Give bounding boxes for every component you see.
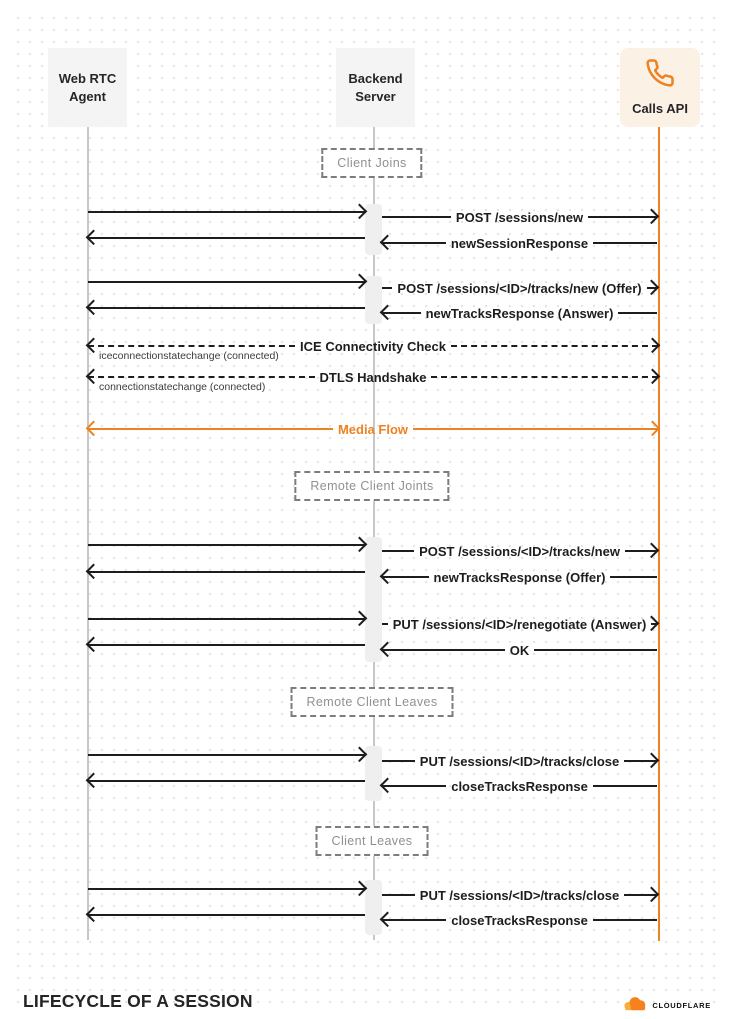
message-label: PUT /sessions/<ID>/renegotiate (Answer)	[392, 616, 647, 632]
message-label: newSessionResponse	[450, 235, 589, 251]
message-arrow	[382, 642, 657, 658]
section-label: Remote Client Leaves	[291, 687, 454, 717]
message-arrow	[382, 778, 657, 794]
message-line	[88, 300, 365, 316]
message-arrow	[382, 543, 657, 559]
message-arrow	[382, 305, 657, 321]
message-arrow	[382, 753, 657, 769]
section-label: Client Leaves	[316, 826, 429, 856]
actor-label: Server	[355, 88, 396, 104]
message-label: closeTracksResponse	[451, 778, 588, 794]
message-label: newTracksResponse (Answer)	[425, 305, 614, 321]
arrowhead-left-icon	[380, 305, 396, 321]
message-line	[88, 881, 365, 897]
arrowhead-right-icon	[352, 537, 368, 553]
lifeline-webrtc-agent	[87, 127, 89, 940]
arrowhead-right-icon	[644, 753, 660, 769]
state-change-annotation: iceconnectionstatechange (connected)	[99, 350, 279, 362]
state-change-annotation: connectionstatechange (connected)	[99, 381, 266, 393]
cloudflare-wordmark: CLOUDFLARE	[652, 1000, 711, 1010]
arrowhead-left-icon	[86, 421, 102, 437]
message-arrow	[382, 569, 657, 585]
arrowhead-right-icon	[352, 274, 368, 290]
activation-bar	[365, 204, 382, 255]
message-label: POST /sessions/<ID>/tracks/new (Offer)	[397, 280, 642, 296]
message-line	[88, 564, 365, 580]
arrowhead-left-icon	[380, 912, 396, 928]
diagram-card	[8, 8, 724, 1011]
arrowhead-right-icon	[645, 369, 661, 385]
arrowhead-left-icon	[86, 637, 102, 653]
section-label: Client Joins	[321, 148, 422, 178]
arrowhead-left-icon	[380, 642, 396, 658]
message-line	[88, 274, 365, 290]
arrowhead-left-icon	[86, 564, 102, 580]
actor-webrtc-agent	[48, 48, 127, 127]
arrowhead-right-icon	[645, 421, 661, 437]
activation-bar	[365, 276, 382, 324]
message-arrow	[382, 887, 657, 903]
arrowhead-left-icon	[380, 569, 396, 585]
cloudflare-cloud-icon	[622, 994, 649, 1016]
actor-label: Agent	[69, 88, 106, 104]
actor-label: Calls API	[632, 100, 688, 116]
arrowhead-right-icon	[352, 611, 368, 627]
message-label: POST /sessions/<ID>/tracks/new	[419, 543, 620, 559]
message-arrow	[382, 280, 657, 296]
section-label: Remote Client Joints	[294, 471, 449, 501]
message-line	[88, 230, 365, 246]
message-arrow	[382, 912, 657, 928]
message-line	[88, 611, 365, 627]
message-label: Media Flow	[337, 421, 409, 437]
arrowhead-left-icon	[86, 773, 102, 789]
activation-bar	[365, 537, 382, 662]
cloudflare-logo	[622, 994, 711, 1016]
arrowhead-left-icon	[380, 778, 396, 794]
message-label: POST /sessions/new	[455, 209, 584, 225]
message-arrow	[382, 235, 657, 251]
message-line	[88, 907, 365, 923]
arrowhead-right-icon	[645, 338, 661, 354]
diagram-title: LIFECYCLE OF A SESSION	[23, 991, 253, 1011]
arrowhead-right-icon	[352, 747, 368, 763]
message-arrow	[88, 369, 658, 393]
actor-label: Backend	[348, 70, 403, 86]
arrowhead-right-icon	[644, 887, 660, 903]
actor-calls-api	[620, 48, 700, 127]
message-arrow	[382, 209, 657, 225]
message-arrow	[88, 421, 658, 437]
message-line	[88, 204, 365, 220]
lifeline-calls-api	[658, 127, 660, 941]
arrowhead-left-icon	[380, 235, 396, 251]
activation-bar	[365, 880, 382, 935]
arrowhead-left-icon	[86, 907, 102, 923]
message-label: newTracksResponse (Offer)	[433, 569, 606, 585]
message-line	[88, 637, 365, 653]
arrowhead-left-icon	[86, 230, 102, 246]
message-arrow	[382, 616, 657, 632]
message-label: PUT /sessions/<ID>/tracks/close	[419, 753, 620, 769]
arrowhead-right-icon	[644, 209, 660, 225]
message-label: ICE Connectivity Check	[300, 338, 446, 354]
arrowhead-right-icon	[644, 543, 660, 559]
arrowhead-right-icon	[352, 881, 368, 897]
message-label: OK	[509, 642, 530, 658]
message-arrow	[88, 338, 658, 362]
arrowhead-right-icon	[352, 204, 368, 220]
actor-backend-server	[336, 48, 415, 127]
message-line	[88, 537, 365, 553]
message-label: PUT /sessions/<ID>/tracks/close	[419, 887, 620, 903]
message-label: closeTracksResponse	[451, 912, 588, 928]
actor-label: Web RTC	[58, 70, 117, 86]
message-label: DTLS Handshake	[319, 369, 427, 385]
message-line	[88, 747, 365, 763]
message-line	[88, 773, 365, 789]
phone-icon	[645, 58, 675, 93]
activation-bar	[365, 746, 382, 801]
arrowhead-left-icon	[86, 300, 102, 316]
